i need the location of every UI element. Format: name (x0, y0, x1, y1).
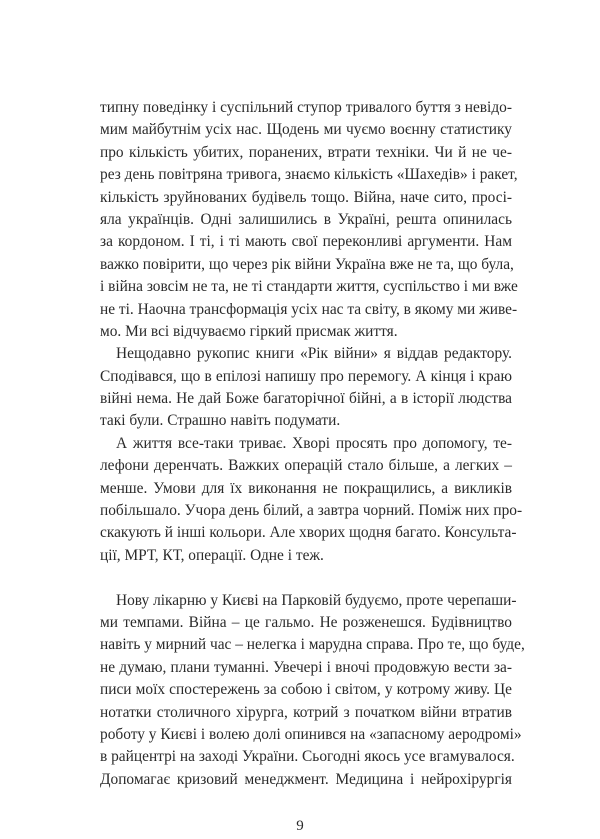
text-line: навіть у мирний час – нелегка і марудна справа. Про те, що буде, (100, 636, 525, 654)
text-line: мо. Ми всі відчуваємо гіркий присмак життя. (100, 322, 398, 340)
text-line: рез день повітряна тривога, знаємо кількість «Шахедів» і ракет, (100, 166, 518, 184)
paragraph (100, 433, 523, 567)
paragraph-gap (100, 567, 512, 589)
text-line: кількість зруйнованих будівель тощо. Війна, наче сито, просі- (100, 188, 512, 206)
text-line: в райцентрі на заході України. Сьогодні якось усе вгамувалося. (100, 748, 515, 766)
text-line: за кордоном. І ті, і ті мають свої переконливі аргументи. Нам (100, 233, 512, 251)
text-line: роботу у Києві і волею долі опинився на «запасному аеродромі» (100, 725, 522, 743)
paragraph (100, 590, 525, 792)
paragraph (100, 343, 512, 433)
text-line: мим майбутнім усіх нас. Щодень ми чуємо воєнну статистику (100, 121, 512, 139)
text-line: типну поведінку і суспільний ступор тривалого буття з невідо- (100, 99, 512, 116)
text-line: А життя все-таки триває. Хворі просять про допомогу, те- (116, 434, 512, 452)
text-line: важко повірити, що через рік війни Україна вже не та, що була, (100, 255, 514, 273)
text-line: такі були. Страшно навіть подумати. (100, 412, 341, 430)
text-line: не думаю, плани туманні. Увечері і вночі продовжую вести за- (100, 658, 512, 676)
text-line: Нову лікарню у Києві на Парковій будуємо, проте черепаши- (116, 591, 517, 609)
text-line: війні нема. Не дай Боже багаторічної бійні, а в історії людства (100, 390, 512, 408)
text-line: писи моїх спостережень за собою і світом, у котрому живу. Це (100, 681, 512, 699)
text-line: не ті. Наочна трансформація усіх нас та світу, в якому ми живе- (100, 300, 518, 318)
text-line: менше. Умови для їх виконання не покращились, а викликів (100, 479, 512, 497)
text-line: лефони деренчать. Важких операцій стало більше, а легких – (100, 457, 512, 475)
text-line: побільшало. Учора день білий, а завтра чорний. Поміж них про- (100, 502, 523, 520)
text-line: ми темпами. Війна – це гальмо. Не розженешся. Будівництво (100, 613, 512, 631)
text-line: Допомагає кризовий менеджмент. Медицина і нейрохірургія (100, 770, 512, 788)
text-line: ції, МРТ, КТ, операції. Одне і теж. (100, 546, 324, 564)
text-line: скакують й інші кольори. Але хворих щодня багато. Консульта- (100, 524, 517, 542)
text-line: про кількість убитих, поранених, втрати техніки. Чи й не че- (100, 143, 512, 161)
paragraph (100, 97, 518, 343)
text-line: Нещодавно рукопис книги «Рік війни» я віддав редактору. (116, 345, 512, 363)
page-number: 9 (296, 818, 304, 834)
text-line: нотатки столичного хірурга, котрий з початком війни втратив (100, 703, 512, 721)
page-body (100, 97, 525, 791)
text-line: яла українців. Одні залишились в Україні, решта опинилась (100, 210, 512, 228)
text-line: Сподівався, що в епілозі напишу про перемогу. А кінця і краю (100, 367, 512, 385)
text-line: і війна зовсім не та, не ті стандарти життя, суспільство і ми вже (100, 278, 518, 296)
